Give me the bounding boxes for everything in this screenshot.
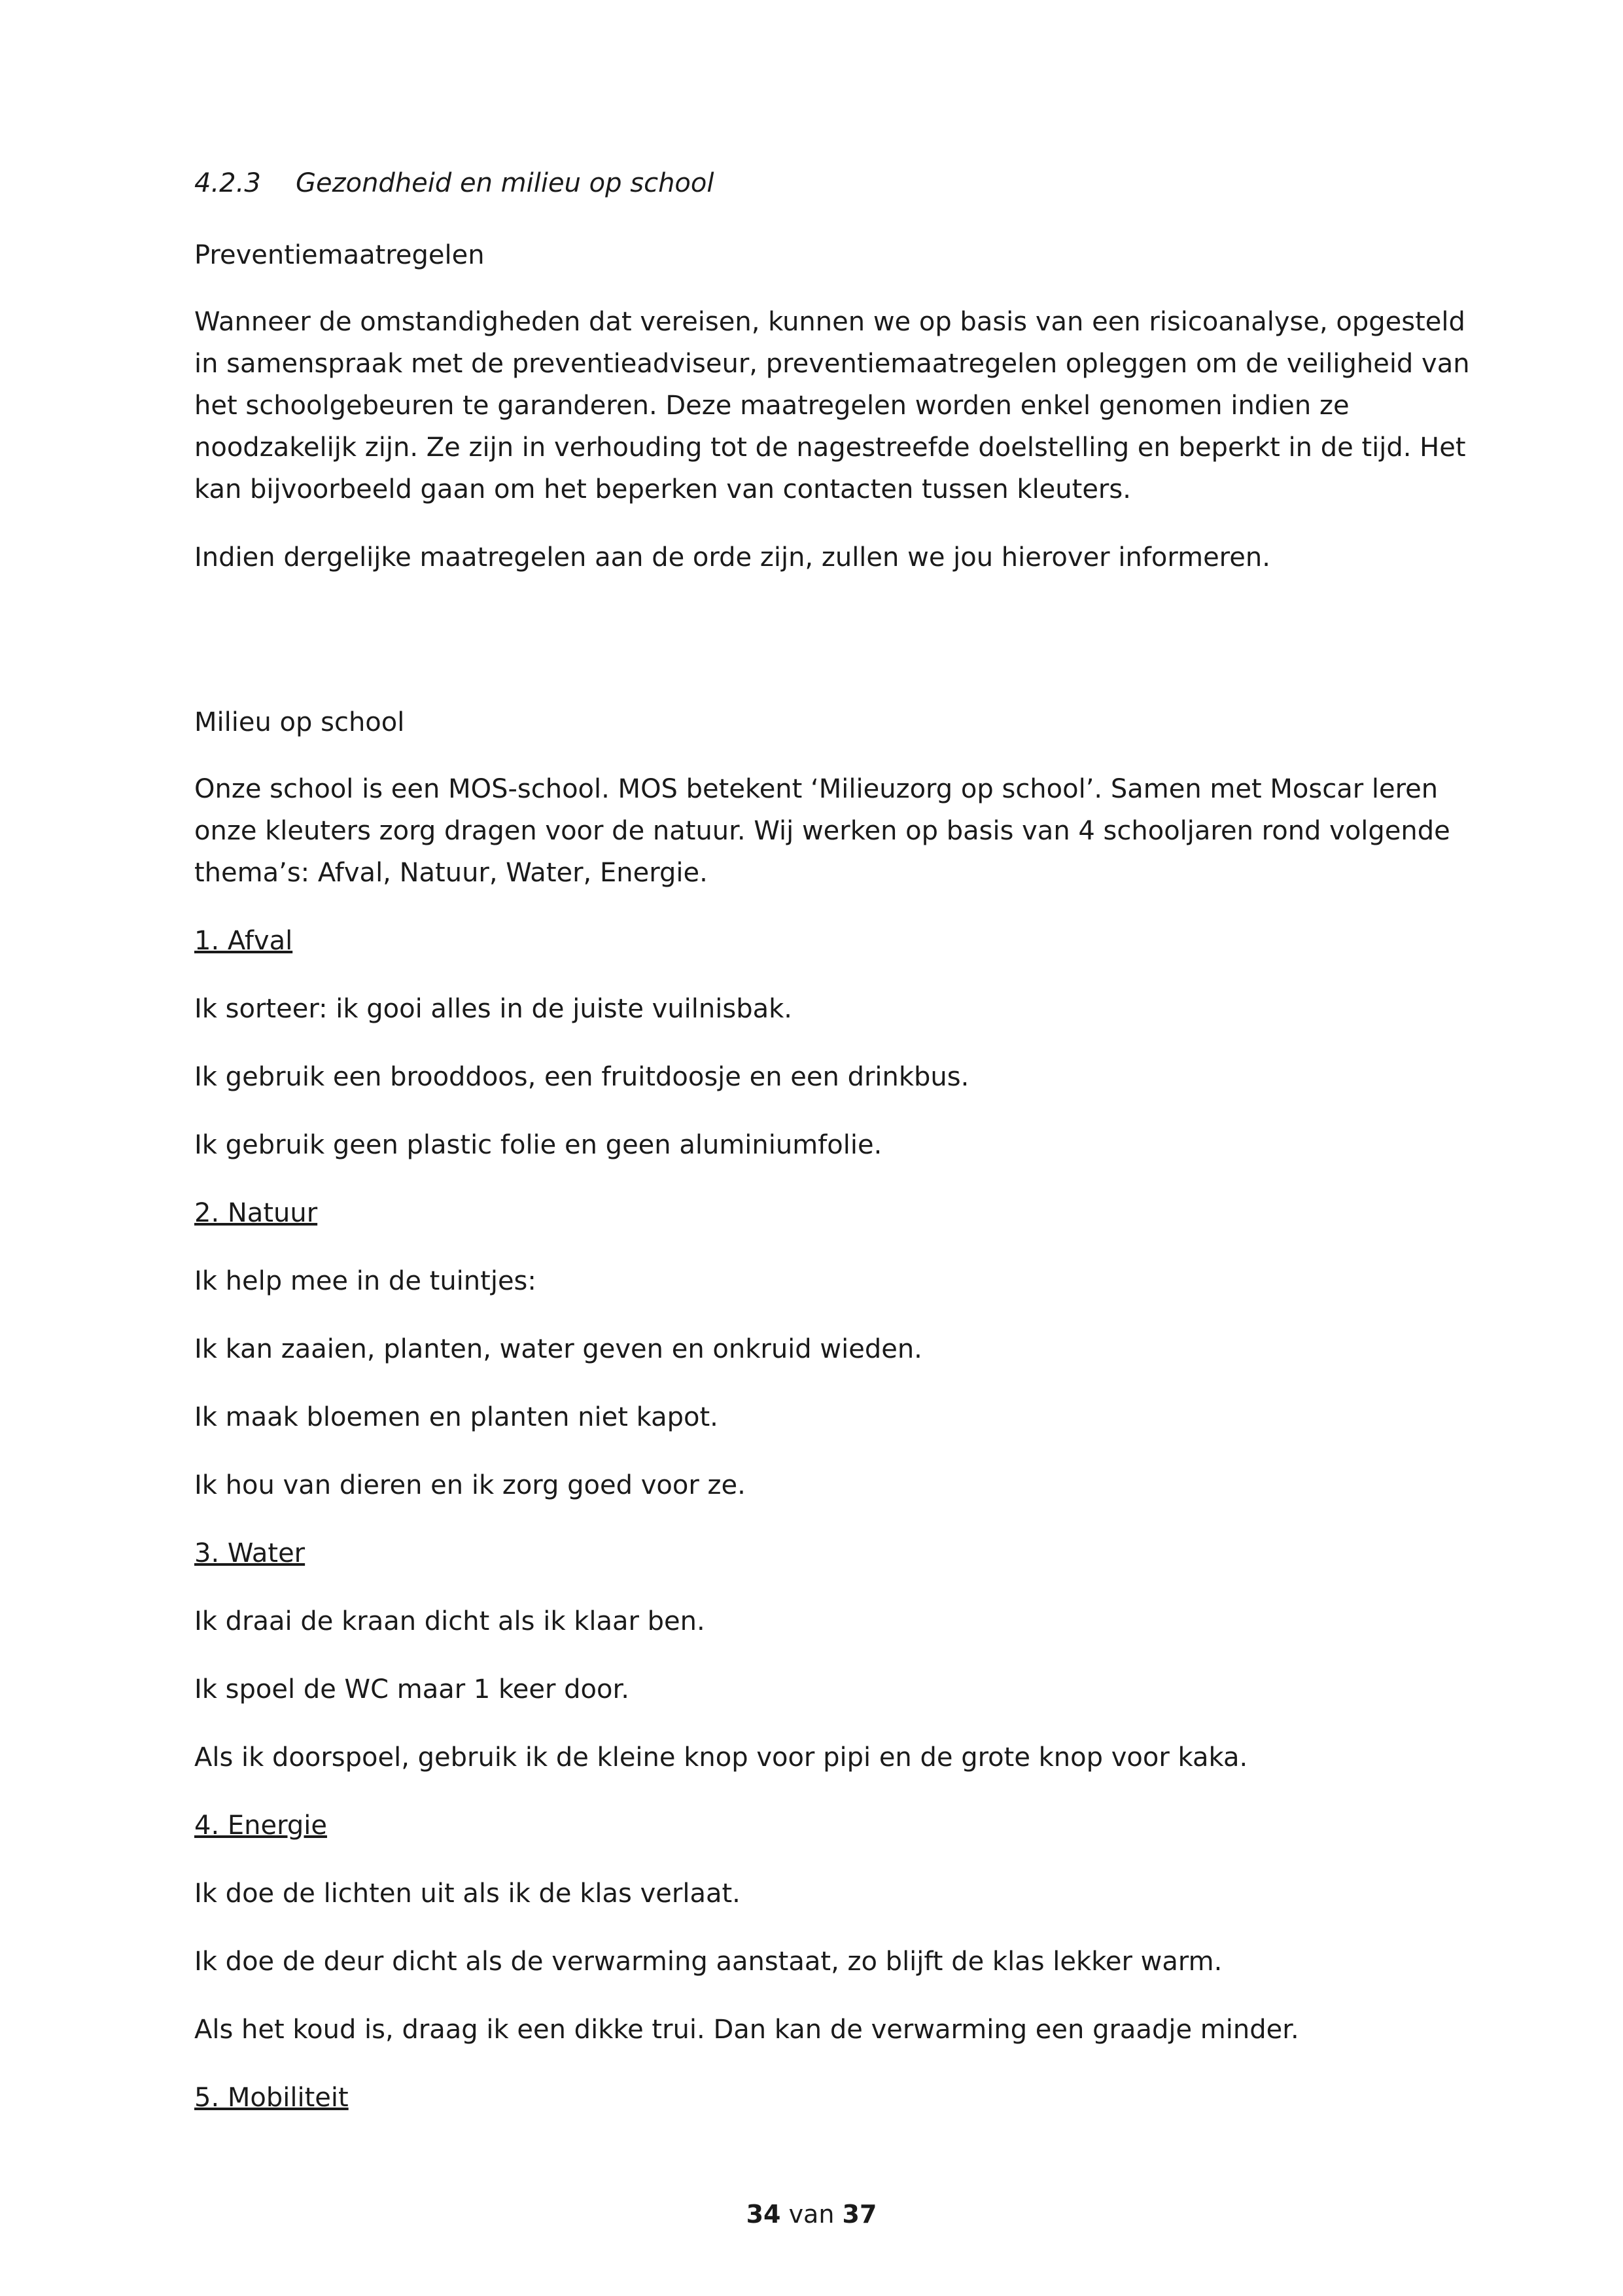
prevention-paragraph: Wanneer de omstandigheden dat vereisen, kunnen we op basis van een risicoanalyse, opgesteld in samenspraak met de preventieadviseur, preventiemaatregelen opleggen om de veiligheid van het schoolgebeuren te garanderen. Deze maatregelen worden enkel genomen indien ze noodzakelijk zijn. Ze zijn in verhouding tot de nagestreefde doelstelling en beperkt in de tijd. Het kan bijvoorbeeld gaan om het beperken van contacten tussen kleuters.: [194, 307, 1470, 504]
section-heading: [194, 162, 1470, 204]
page-separator: van: [788, 2200, 835, 2229]
topic-line: Ik draai de kraan dicht als ik klaar ben.: [194, 1606, 705, 1636]
section-number: 4.2.3: [194, 168, 261, 198]
topic-title-energie: 4. Energie: [194, 1810, 327, 1841]
milieu-intro: Onze school is een MOS-school. MOS betekent ‘Milieuzorg op school’. Samen met Moscar leren onze kleuters zorg dragen voor de natuur. Wij werken op basis van 4 schooljaren rond volgende thema’s: Afval, Natuur, Water, Energie.: [194, 774, 1450, 888]
prevention-note: Indien dergelijke maatregelen aan de orde zijn, zullen we jou hierover informeren.: [194, 542, 1270, 573]
page-total: 37: [842, 2200, 877, 2229]
topic-title-mobiliteit: 5. Mobiliteit: [194, 2083, 349, 2113]
topic-line: Ik maak bloemen en planten niet kapot.: [194, 1402, 718, 1432]
prevention-heading: Preventiemaatregelen: [194, 240, 485, 270]
topic-line: Ik sorteer: ik gooi alles in de juiste vuilnisbak.: [194, 994, 792, 1024]
topic-title-afval: 1. Afval: [194, 926, 293, 956]
topic-line: Als ik doorspoel, gebruik ik de kleine knop voor pipi en de grote knop voor kaka.: [194, 1742, 1248, 1773]
topic-line: Ik gebruik een brooddoos, een fruitdoosje en een drinkbus.: [194, 1062, 969, 1092]
topic-line: Ik kan zaaien, planten, water geven en onkruid wieden.: [194, 1334, 922, 1364]
milieu-heading: Milieu op school: [194, 707, 405, 737]
page-current: 34: [746, 2200, 781, 2229]
topic-title-water: 3. Water: [194, 1538, 305, 1568]
page-number: [0, 2193, 1623, 2235]
topic-line: Ik doe de lichten uit als ik de klas verlaat.: [194, 1879, 741, 1909]
spacer: [194, 605, 1470, 701]
topic-line: Ik hou van dieren en ik zorg goed voor ze.: [194, 1470, 746, 1500]
page-body: [194, 162, 1470, 2145]
topic-line: Ik help mee in de tuintjes:: [194, 1266, 536, 1296]
topic-line: Ik doe de deur dicht als de verwarming aanstaat, zo blijft de klas lekker warm.: [194, 1947, 1223, 1977]
topic-line: Ik gebruik geen plastic folie en geen aluminiumfolie.: [194, 1130, 882, 1160]
topic-title-natuur: 2. Natuur: [194, 1198, 318, 1228]
section-title: Gezondheid en milieu op school: [296, 168, 714, 198]
topic-line: Ik spoel de WC maar 1 keer door.: [194, 1674, 629, 1704]
topic-line: Als het koud is, draag ik een dikke trui. Dan kan de verwarming een graadje minder.: [194, 2015, 1299, 2045]
